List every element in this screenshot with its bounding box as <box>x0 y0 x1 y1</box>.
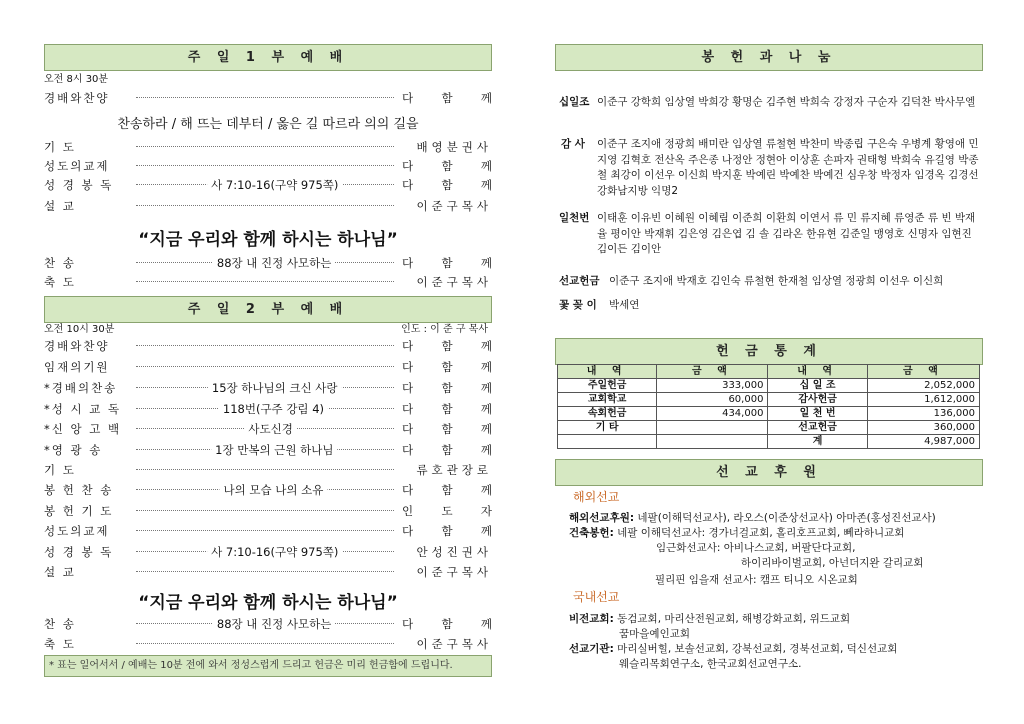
row-leader-word: 다 <box>402 402 414 416</box>
building-label: 건축봉헌: <box>569 527 614 539</box>
row-label: *영 광 송 <box>44 443 103 457</box>
row-leader-name <box>402 89 492 107</box>
row-detail: 15장 하나님의 크신 사랑 <box>208 379 342 397</box>
service2-leader: 인도 : 이 준 구 목사 <box>401 324 488 335</box>
overseas-heading <box>555 490 983 506</box>
order-of-worship-row <box>44 358 492 376</box>
stats-row <box>558 421 980 435</box>
group-names: 이준구 강학희 임상열 박희강 황명순 김주현 박희숙 강정자 구순자 김덕찬 박사무엘 <box>597 96 976 108</box>
row-label: *성 시 교 독 <box>44 402 122 416</box>
row-label: 경배와찬양 <box>44 339 110 353</box>
stats-cell: 2,052,000 <box>867 379 979 393</box>
row-leader-word: 다 <box>402 381 414 395</box>
row-leader-name <box>402 420 492 438</box>
row-label: 찬 송 <box>44 617 76 631</box>
row-leader-word: 다 <box>402 443 414 457</box>
row-label: 성도의교제 <box>44 524 110 538</box>
row-leader-name <box>402 254 492 272</box>
overseas-support-label: 해외선교후원: <box>569 512 635 524</box>
row-leader-word: 께 <box>480 256 492 270</box>
order-of-worship-row <box>44 273 492 291</box>
stats-row <box>558 407 980 421</box>
row-leader-word: 께 <box>480 159 492 173</box>
row-label: 축 도 <box>44 275 76 289</box>
domestic-heading-text: 국내선교 <box>573 590 620 604</box>
row-label: 봉 헌 찬 송 <box>44 483 114 497</box>
service2-sermon-title: “지금 우리와 함께 하시는 하나님” <box>138 593 398 613</box>
dot-leader <box>136 366 394 367</box>
row-leader-name: 이준구목사 <box>416 565 492 579</box>
row-leader-word: 다 <box>402 256 414 270</box>
row-leader-name <box>402 379 492 397</box>
stats-title: 헌 금 통 계 <box>555 338 983 365</box>
dot-leader <box>136 345 394 346</box>
vision-line: 동검교회, 마리산전원교회, 해병강화교회, 위드교회 <box>617 613 851 625</box>
row-leader-word: 께 <box>480 443 492 457</box>
order-of-worship-row <box>44 635 492 653</box>
order-of-worship-row <box>44 441 492 459</box>
stats-cell: 속회헌금 <box>558 407 657 421</box>
overseas-support-text: 네팔(이해덕선교사), 라오스(이준상선교사) 아마존(홍성진선교사) <box>637 512 936 524</box>
dot-leader <box>136 205 394 206</box>
vision-line: 꿈마을예인교회 <box>619 628 691 640</box>
row-leader-name <box>402 522 492 540</box>
row-label: 기 도 <box>44 140 76 154</box>
dot-leader <box>136 510 394 511</box>
mission-agency <box>569 642 983 657</box>
row-label: 설 교 <box>44 199 76 213</box>
agency-line: 웨슬리목회연구소, 한국교회선교연구소. <box>619 658 802 670</box>
row-leader-name <box>402 400 492 418</box>
order-of-worship-row <box>44 379 492 397</box>
row-leader-word: 께 <box>480 524 492 538</box>
row-leader-word: 다 <box>402 360 414 374</box>
row-label: 설 교 <box>44 565 76 579</box>
row-leader-word: 께 <box>480 402 492 416</box>
building-line: 네팔 이해덕선교사: 경가너걸교회, 홀리호프교회, 뻬라하니교회 <box>617 527 905 539</box>
row-leader-word: 함 <box>441 524 453 538</box>
row-leader-word: 다 <box>402 483 414 497</box>
group-names: 이준구 조지애 박재호 김인숙 류철현 한재철 임상열 정광희 이선우 이신희 <box>609 275 944 287</box>
order-of-worship-row <box>44 254 492 272</box>
row-leader-word: 께 <box>480 483 492 497</box>
service1-title: 주 일 1 부 예 배 <box>44 44 492 71</box>
row-leader-word: 함 <box>441 402 453 416</box>
service2-title: 주 일 2 부 예 배 <box>44 296 492 323</box>
group-name: 감 사 <box>561 138 585 150</box>
dot-leader <box>136 643 394 644</box>
row-label: 축 도 <box>44 637 76 651</box>
row-leader-name: 류호관장로 <box>416 463 492 477</box>
row-leader-word: 함 <box>441 360 453 374</box>
order-of-worship-row <box>44 502 492 520</box>
agency-label: 선교기관: <box>569 643 614 655</box>
row-detail: 사 7:10-16(구약 975쪽) <box>207 176 342 194</box>
order-of-worship-row <box>44 522 492 540</box>
dot-leader <box>136 97 394 98</box>
row-label: 임재의기원 <box>44 360 110 374</box>
stats-cell: 4,987,000 <box>867 435 979 449</box>
dot-leader <box>136 530 394 531</box>
row-leader-word: 다 <box>402 422 414 436</box>
row-label: 성 경 봉 독 <box>44 545 114 559</box>
stats-cell: 교회학교 <box>558 393 657 407</box>
row-leader-word: 함 <box>441 91 453 105</box>
stats-cell: 선교헌금 <box>768 421 867 435</box>
stats-cell <box>558 435 657 449</box>
row-label: 성 경 봉 독 <box>44 178 114 192</box>
row-label: *신 앙 고 백 <box>44 422 122 436</box>
row-leader-word: 께 <box>480 617 492 631</box>
group-names: 이태훈 이유빈 이혜원 이혜림 이준희 이환희 이연서 류 민 류지혜 류영준 류 빈 박재율 평이안 박재휘 김은영 김은엽 김 솔 김라온 한유현 김준일 맹영호 신명자 임현진 김이든 김이안 <box>597 212 976 255</box>
row-leader-word: 함 <box>441 381 453 395</box>
agency-line: 마리실버힐, 보솔선교회, 강북선교회, 경북선교회, 덕신선교회 <box>617 643 898 655</box>
row-label: 봉 헌 기 도 <box>44 504 114 518</box>
order-of-worship-row <box>44 400 492 418</box>
domestic-heading <box>555 590 983 606</box>
stats-cell <box>657 435 768 449</box>
row-leader-name: 이준구목사 <box>416 637 492 651</box>
dot-leader <box>136 146 394 147</box>
row-leader-name: 이준구목사 <box>416 275 492 289</box>
order-of-worship-row <box>44 157 492 175</box>
row-leader-word: 께 <box>480 339 492 353</box>
order-of-worship-row <box>44 89 492 107</box>
row-leader-word: 께 <box>480 178 492 192</box>
row-leader-word: 함 <box>441 483 453 497</box>
stats-cell: 내 역 <box>558 365 657 379</box>
group-names: 이준구 조지애 정광희 배미란 임상열 류철현 박찬미 박종립 구은숙 우병계 황영애 민지영 김혁호 전산옥 주은종 나정안 정현아 이상훈 손파자 권태형 박희숙 유길영 박종철 최강이 이선우 이신희 박지훈 박예린 박예찬 박예건 심우창 박정자 임경옥 김경선 강화남지방 익명2 <box>597 138 979 197</box>
group-name: 꽃 꽂 이 <box>559 299 597 311</box>
vision-church <box>569 612 983 627</box>
vision-label: 비전교회: <box>569 613 614 625</box>
order-of-worship-row <box>44 420 492 438</box>
building-line: 하이리바이벌교회, 아넌더지완 갈리교회 <box>741 557 924 569</box>
overseas-support <box>569 511 983 526</box>
order-of-worship-row <box>44 197 492 215</box>
row-leader-word: 다 <box>402 159 414 173</box>
dot-leader <box>136 571 394 572</box>
stats-cell: 계 <box>768 435 867 449</box>
stats-cell: 십 일 조 <box>768 379 867 393</box>
row-leader-word: 함 <box>441 178 453 192</box>
stats-cell <box>657 421 768 435</box>
row-leader-word: 께 <box>480 91 492 105</box>
stats-cell: 434,000 <box>657 407 768 421</box>
stats-header-row <box>558 365 980 379</box>
row-leader-word: 함 <box>441 422 453 436</box>
stats-row <box>558 393 980 407</box>
stats-cell: 136,000 <box>867 407 979 421</box>
row-label: 기 도 <box>44 463 76 477</box>
row-leader-name <box>402 358 492 376</box>
stats-cell: 360,000 <box>867 421 979 435</box>
group-name: 일천번 <box>559 212 590 224</box>
row-leader-word: 함 <box>441 617 453 631</box>
row-detail: 88장 내 진정 사모하는 <box>213 254 335 272</box>
service1-sermon-title: “지금 우리와 함께 하시는 하나님” <box>138 230 398 250</box>
building-line: 필리핀 임을재 선교사: 캠프 티니오 시온교회 <box>655 574 858 586</box>
stats-cell: 내 역 <box>768 365 867 379</box>
row-leader-word: 다 <box>402 524 414 538</box>
row-leader-word: 인 <box>402 504 414 518</box>
service1-hymn-line: 찬송하라 / 해 뜨는 데부터 / 옳은 길 따르라 의의 길을 <box>117 117 419 132</box>
row-leader-name: 배영분권사 <box>416 140 492 154</box>
stats-cell: 60,000 <box>657 393 768 407</box>
stats-cell: 금 액 <box>657 365 768 379</box>
row-label: 경배와찬양 <box>44 91 110 105</box>
row-leader-word: 께 <box>480 360 492 374</box>
row-detail: 사도신경 <box>244 420 296 438</box>
row-leader-name <box>402 157 492 175</box>
row-leader-name <box>402 502 492 520</box>
row-detail: 118번(구주 강림 4) <box>219 400 328 418</box>
service1-time: 오전 8시 30분 <box>44 74 109 85</box>
row-label: *경배의찬송 <box>44 381 118 395</box>
overseas-heading-text: 해외선교 <box>573 490 620 504</box>
row-label: 성도의교제 <box>44 159 110 173</box>
order-of-worship-row <box>44 337 492 355</box>
stats-cell: 감사헌금 <box>768 393 867 407</box>
row-leader-name: 이준구목사 <box>416 199 492 213</box>
row-detail: 사 7:10-16(구약 975쪽) <box>207 543 342 561</box>
row-leader-word: 다 <box>402 178 414 192</box>
building-support <box>569 526 983 541</box>
row-leader-word: 다 <box>402 339 414 353</box>
row-leader-name <box>402 441 492 459</box>
row-label: 찬 송 <box>44 256 76 270</box>
dot-leader <box>136 281 394 282</box>
row-leader-word: 께 <box>480 381 492 395</box>
stats-cell: 일 천 번 <box>768 407 867 421</box>
row-detail: 1장 만복의 근원 하나님 <box>211 441 337 459</box>
row-detail: 88장 내 진정 사모하는 <box>213 615 335 633</box>
stats-row <box>558 435 980 449</box>
offering-title: 봉 헌 과 나 눔 <box>555 44 983 71</box>
dot-leader <box>136 165 394 166</box>
row-leader-word: 도 <box>441 504 453 518</box>
row-leader-name <box>402 481 492 499</box>
row-leader-name: 안성진권사 <box>416 545 492 559</box>
group-name: 십일조 <box>559 96 590 108</box>
stats-cell: 금 액 <box>867 365 979 379</box>
row-leader-word: 자 <box>480 504 492 518</box>
dot-leader <box>136 469 394 470</box>
row-leader-word: 함 <box>441 256 453 270</box>
order-of-worship-row <box>44 176 492 194</box>
stats-cell: 1,612,000 <box>867 393 979 407</box>
order-of-worship-row <box>44 461 492 479</box>
order-of-worship-row <box>44 138 492 156</box>
stats-cell: 주일헌금 <box>558 379 657 393</box>
row-leader-name <box>402 337 492 355</box>
order-of-worship-row <box>44 543 492 561</box>
stats-cell: 333,000 <box>657 379 768 393</box>
row-leader-word: 함 <box>441 443 453 457</box>
row-leader-word: 함 <box>441 339 453 353</box>
row-leader-word: 다 <box>402 91 414 105</box>
service2-time: 오전 10시 30분 <box>44 324 115 335</box>
row-leader-word: 께 <box>480 422 492 436</box>
order-of-worship-row <box>44 563 492 581</box>
offering-stats-table <box>557 364 980 449</box>
group-names: 박세연 <box>609 299 640 311</box>
mission-title: 선 교 후 원 <box>555 459 983 486</box>
order-of-worship-row <box>44 481 492 499</box>
row-leader-word: 함 <box>441 159 453 173</box>
footer-note: * 표는 일어서서 / 예배는 10분 전에 와서 정성스럽게 드리고 헌금은 미리 헌금함에 드립니다. <box>44 655 492 677</box>
building-line: 임근화선교사: 아비나스교회, 버팔단다교회, <box>656 542 856 554</box>
row-leader-name <box>402 615 492 633</box>
stats-row <box>558 379 980 393</box>
order-of-worship-row <box>44 615 492 633</box>
row-leader-name <box>402 176 492 194</box>
group-name: 선교헌금 <box>559 275 600 287</box>
stats-cell: 기 타 <box>558 421 657 435</box>
row-leader-word: 다 <box>402 617 414 631</box>
row-detail: 나의 모습 나의 소유 <box>219 481 327 499</box>
